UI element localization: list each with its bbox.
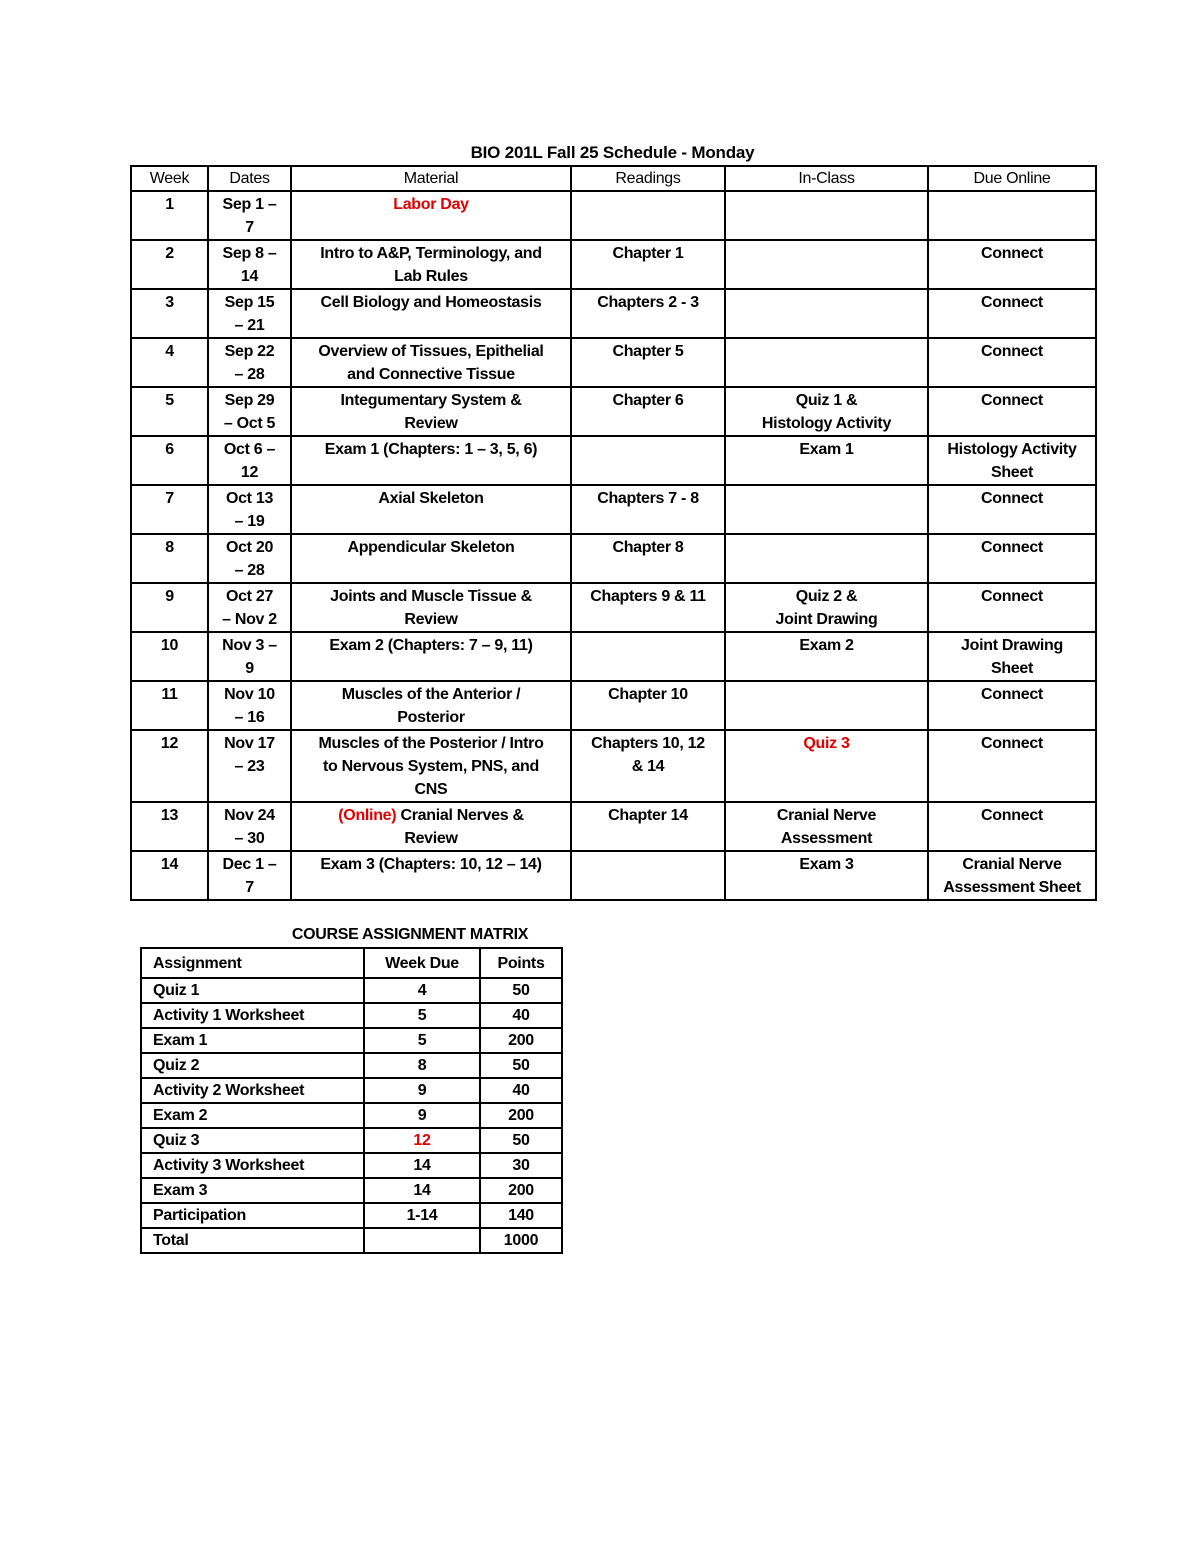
matrix-header-row <box>141 948 562 978</box>
week-cell <box>131 583 208 632</box>
schedule-header-row <box>131 166 1096 191</box>
header-week: Week <box>131 166 208 191</box>
in-class-cell <box>725 802 928 851</box>
dates-cell-line: – 23 <box>234 758 265 775</box>
material-text: Cell Biology and Homeostasis <box>320 294 542 311</box>
week-cell-text: 14 <box>160 856 179 873</box>
material-text: and Connective Tissue <box>347 366 515 383</box>
matrix-row <box>141 978 562 1003</box>
dates-cell-line: Nov 10 <box>224 686 275 703</box>
dates-cell-line: Nov 3 – <box>222 637 277 654</box>
in-class-cell <box>725 851 928 900</box>
points-cell: 140 <box>480 1203 562 1228</box>
material-text: Overview of Tissues, Epithelial <box>318 343 544 360</box>
week-cell-text: 5 <box>165 392 174 409</box>
dates-cell-line: – 28 <box>234 562 265 579</box>
assignment-cell: Quiz 2 <box>141 1053 364 1078</box>
readings-cell <box>571 802 725 851</box>
matrix-row <box>141 1153 562 1178</box>
schedule-row <box>131 802 1096 851</box>
due-online-cell <box>928 851 1096 900</box>
dates-cell <box>208 730 291 802</box>
material-text: Muscles of the Anterior / <box>341 686 521 703</box>
schedule-row <box>131 681 1096 730</box>
dates-cell-line: 7 <box>245 879 254 896</box>
material-line <box>292 487 570 510</box>
week-cell-text: 4 <box>165 343 174 360</box>
week-due-cell <box>364 1228 480 1253</box>
dates-cell <box>208 240 291 289</box>
dates-cell-line: 7 <box>245 219 254 236</box>
week-cell <box>131 436 208 485</box>
material-line <box>292 585 570 608</box>
points-cell: 50 <box>480 978 562 1003</box>
due-online-cell-line: Connect <box>981 686 1043 703</box>
dates-cell <box>208 338 291 387</box>
material-cell <box>291 338 571 387</box>
readings-cell <box>571 681 725 730</box>
material-line <box>292 732 570 755</box>
readings-cell <box>571 191 725 240</box>
material-cell <box>291 485 571 534</box>
dates-cell <box>208 534 291 583</box>
material-line <box>292 389 570 412</box>
week-cell-text: 12 <box>160 735 179 752</box>
header-assignment: Assignment <box>141 948 364 978</box>
readings-cell-line: Chapter 10 <box>608 686 688 703</box>
schedule-row <box>131 387 1096 436</box>
dates-cell-line: Nov 24 <box>224 807 275 824</box>
readings-cell <box>571 289 725 338</box>
schedule-row <box>131 730 1096 802</box>
dates-cell-line: Oct 6 – <box>223 441 276 458</box>
dates-cell-line: – Oct 5 <box>223 415 276 432</box>
material-text: Exam 3 (Chapters: 10, 12 – 14) <box>320 856 542 873</box>
material-text: to Nervous System, PNS, and <box>323 758 539 775</box>
due-online-cell-line: Assessment Sheet <box>943 879 1081 896</box>
material-line <box>292 438 570 461</box>
material-text: CNS <box>414 781 448 798</box>
readings-cell <box>571 851 725 900</box>
readings-cell-line: Chapter 14 <box>608 807 688 824</box>
assignment-cell: Exam 3 <box>141 1178 364 1203</box>
material-cell <box>291 583 571 632</box>
readings-cell-line: Chapter 5 <box>612 343 684 360</box>
dates-cell <box>208 802 291 851</box>
in-class-cell <box>725 730 928 802</box>
in-class-cell-line: Assessment <box>780 830 873 847</box>
due-online-cell <box>928 730 1096 802</box>
points-cell: 50 <box>480 1128 562 1153</box>
week-cell <box>131 632 208 681</box>
in-class-cell-line: Exam 1 <box>799 441 854 458</box>
week-cell-text: 7 <box>165 490 174 507</box>
material-text: Exam 1 (Chapters: 1 – 3, 5, 6) <box>324 441 538 458</box>
dates-cell-line: 9 <box>245 660 254 677</box>
material-line <box>292 340 570 363</box>
assignment-matrix-table <box>140 947 563 1254</box>
points-cell: 200 <box>480 1178 562 1203</box>
readings-cell-line: Chapter 8 <box>612 539 684 556</box>
week-cell <box>131 240 208 289</box>
dates-cell <box>208 387 291 436</box>
week-cell <box>131 730 208 802</box>
material-text: Intro to A&P, Terminology, and <box>320 245 542 262</box>
material-text: Axial Skeleton <box>378 490 484 507</box>
week-cell-text: 13 <box>160 807 179 824</box>
in-class-cell-line: Exam 3 <box>799 856 854 873</box>
schedule-row <box>131 191 1096 240</box>
material-line <box>292 291 570 314</box>
week-due-cell: 9 <box>364 1078 480 1103</box>
week-due-cell: 14 <box>364 1178 480 1203</box>
assignment-cell: Exam 2 <box>141 1103 364 1128</box>
schedule-title: BIO 201L Fall 25 Schedule - Monday <box>470 143 755 162</box>
due-online-cell-line: Connect <box>981 343 1043 360</box>
dates-cell-line: 14 <box>240 268 259 285</box>
due-online-cell <box>928 191 1096 240</box>
dates-cell <box>208 681 291 730</box>
dates-cell-line: – 16 <box>234 709 265 726</box>
assignment-cell: Quiz 3 <box>141 1128 364 1153</box>
week-cell <box>131 191 208 240</box>
readings-cell-line: Chapter 6 <box>612 392 684 409</box>
in-class-highlight: Quiz 3 <box>803 735 850 752</box>
dates-cell-line: 12 <box>240 464 259 481</box>
week-cell <box>131 485 208 534</box>
material-text: Review <box>404 415 458 432</box>
assignment-cell: Activity 2 Worksheet <box>141 1078 364 1103</box>
due-online-cell <box>928 485 1096 534</box>
dates-cell-line: – 21 <box>234 317 265 334</box>
material-line <box>292 412 570 435</box>
dates-cell <box>208 289 291 338</box>
dates-cell-line: – 28 <box>234 366 265 383</box>
dates-cell-line: Nov 17 <box>224 735 275 752</box>
due-online-cell <box>928 436 1096 485</box>
due-online-cell <box>928 632 1096 681</box>
material-line <box>292 778 570 801</box>
readings-cell-line: Chapter 1 <box>612 245 684 262</box>
dates-cell <box>208 485 291 534</box>
readings-cell <box>571 730 725 802</box>
dates-cell <box>208 851 291 900</box>
readings-cell-line: Chapters 10, 12 <box>591 735 705 752</box>
dates-cell <box>208 632 291 681</box>
assignment-cell: Exam 1 <box>141 1028 364 1053</box>
material-text: Joints and Muscle Tissue & <box>330 588 532 605</box>
due-online-cell-line: Cranial Nerve <box>962 856 1062 873</box>
due-online-cell-line: Sheet <box>990 464 1034 481</box>
week-due-cell: 9 <box>364 1103 480 1128</box>
points-cell: 200 <box>480 1028 562 1053</box>
dates-cell-line: Oct 13 <box>225 490 274 507</box>
in-class-cell <box>725 681 928 730</box>
due-online-cell-line: Connect <box>981 490 1043 507</box>
in-class-cell <box>725 632 928 681</box>
schedule-row <box>131 632 1096 681</box>
material-cell <box>291 387 571 436</box>
week-cell <box>131 534 208 583</box>
material-cell <box>291 436 571 485</box>
week-cell-text: 9 <box>165 588 174 605</box>
header-dates: Dates <box>208 166 291 191</box>
in-class-cell <box>725 191 928 240</box>
schedule-row <box>131 338 1096 387</box>
material-cell <box>291 851 571 900</box>
schedule-row <box>131 583 1096 632</box>
due-online-cell-line: Sheet <box>990 660 1034 677</box>
due-online-cell <box>928 338 1096 387</box>
week-cell <box>131 851 208 900</box>
material-line <box>292 634 570 657</box>
material-text: Integumentary System & <box>340 392 522 409</box>
dates-cell-line: Dec 1 – <box>222 856 277 873</box>
points-cell: 40 <box>480 1078 562 1103</box>
due-online-cell-line: Connect <box>981 392 1043 409</box>
dates-cell-line: Sep 1 – <box>222 196 277 213</box>
week-due-cell: 8 <box>364 1053 480 1078</box>
readings-cell-line: Chapters 2 - 3 <box>597 294 699 311</box>
material-cell <box>291 289 571 338</box>
points-cell: 50 <box>480 1053 562 1078</box>
readings-cell <box>571 583 725 632</box>
schedule-row <box>131 851 1096 900</box>
in-class-cell <box>725 240 928 289</box>
readings-cell <box>571 632 725 681</box>
schedule-row <box>131 534 1096 583</box>
material-text: Review <box>404 830 458 847</box>
readings-cell <box>571 387 725 436</box>
schedule-row <box>131 289 1096 338</box>
online-tag: (Online) <box>338 807 397 824</box>
dates-cell <box>208 436 291 485</box>
material-text: Review <box>404 611 458 628</box>
in-class-cell <box>725 289 928 338</box>
in-class-cell <box>725 485 928 534</box>
due-online-cell-line: Connect <box>981 245 1043 262</box>
material-cell <box>291 534 571 583</box>
week-cell-text: 11 <box>161 686 178 703</box>
due-online-cell <box>928 534 1096 583</box>
due-online-cell-line: Histology Activity <box>947 441 1077 458</box>
week-cell <box>131 289 208 338</box>
assignment-cell: Quiz 1 <box>141 978 364 1003</box>
readings-cell-line: Chapters 9 & 11 <box>590 588 706 605</box>
week-cell-text: 3 <box>165 294 174 311</box>
material-cell <box>291 730 571 802</box>
dates-cell-line: Sep 8 – <box>222 245 277 262</box>
material-line <box>292 683 570 706</box>
week-due-cell: 12 <box>364 1128 480 1153</box>
material-cell <box>291 632 571 681</box>
matrix-row <box>141 1128 562 1153</box>
in-class-cell <box>725 338 928 387</box>
in-class-cell <box>725 583 928 632</box>
week-cell <box>131 681 208 730</box>
due-online-cell-line: Connect <box>981 294 1043 311</box>
assignment-cell: Participation <box>141 1203 364 1228</box>
in-class-cell-line: Quiz 2 & <box>795 588 858 605</box>
header-due-online: Due Online <box>928 166 1096 191</box>
week-cell <box>131 387 208 436</box>
material-text: Cranial Nerves & <box>396 807 524 824</box>
week-cell-text: 6 <box>165 441 174 458</box>
matrix-row <box>141 1028 562 1053</box>
matrix-row <box>141 1203 562 1228</box>
week-cell-text: 1 <box>165 196 174 213</box>
readings-cell <box>571 534 725 583</box>
dates-cell-line: – Nov 2 <box>222 611 277 628</box>
in-class-cell-line: Joint Drawing <box>775 611 878 628</box>
assignment-cell: Activity 1 Worksheet <box>141 1003 364 1028</box>
in-class-cell <box>725 436 928 485</box>
week-due-cell: 1-14 <box>364 1203 480 1228</box>
dates-cell-line: Sep 22 <box>224 343 275 360</box>
readings-cell <box>571 240 725 289</box>
in-class-cell-line: Histology Activity <box>761 415 892 432</box>
material-cell <box>291 802 571 851</box>
dates-cell <box>208 583 291 632</box>
matrix-row <box>141 1053 562 1078</box>
matrix-row <box>141 1003 562 1028</box>
week-due-cell: 5 <box>364 1003 480 1028</box>
material-text: Posterior <box>397 709 465 726</box>
matrix-row <box>141 1078 562 1103</box>
dates-cell-line: Sep 29 <box>224 392 275 409</box>
in-class-cell-line: Quiz 1 & <box>795 392 858 409</box>
header-points: Points <box>480 948 562 978</box>
material-line <box>292 242 570 265</box>
points-cell: 1000 <box>480 1228 562 1253</box>
matrix-row <box>141 1178 562 1203</box>
due-online-cell-line: Joint Drawing <box>961 637 1063 654</box>
points-cell: 200 <box>480 1103 562 1128</box>
matrix-title: COURSE ASSIGNMENT MATRIX <box>291 926 529 943</box>
due-online-cell <box>928 387 1096 436</box>
header-material: Material <box>291 166 571 191</box>
material-cell <box>291 240 571 289</box>
due-online-cell <box>928 240 1096 289</box>
dates-cell-line: Oct 27 <box>225 588 274 605</box>
material-line <box>292 536 570 559</box>
week-cell <box>131 802 208 851</box>
assignment-cell: Total <box>141 1228 364 1253</box>
matrix-row <box>141 1228 562 1253</box>
due-online-cell <box>928 681 1096 730</box>
material-line <box>292 755 570 778</box>
dates-cell-line: Sep 15 <box>224 294 275 311</box>
material-line <box>292 804 570 827</box>
week-cell-text: 10 <box>160 637 179 654</box>
dates-cell-line: – 30 <box>234 830 265 847</box>
readings-cell-line: & 14 <box>631 758 665 775</box>
schedule-row <box>131 436 1096 485</box>
due-online-cell <box>928 583 1096 632</box>
readings-cell <box>571 485 725 534</box>
header-readings: Readings <box>571 166 725 191</box>
material-text: Muscles of the Posterior / Intro <box>318 735 544 752</box>
material-cell <box>291 191 571 240</box>
week-due-cell: 4 <box>364 978 480 1003</box>
material-cell <box>291 681 571 730</box>
assignment-cell: Activity 3 Worksheet <box>141 1153 364 1178</box>
due-online-cell-line: Connect <box>981 735 1043 752</box>
dates-cell-line: Oct 20 <box>225 539 274 556</box>
dates-cell <box>208 191 291 240</box>
readings-cell <box>571 338 725 387</box>
points-cell: 40 <box>480 1003 562 1028</box>
material-text: Exam 2 (Chapters: 7 – 9, 11) <box>329 637 533 654</box>
header-in-class: In-Class <box>725 166 928 191</box>
schedule-row <box>131 240 1096 289</box>
points-cell: 30 <box>480 1153 562 1178</box>
material-line <box>292 706 570 729</box>
in-class-cell <box>725 534 928 583</box>
material-line <box>292 265 570 288</box>
due-online-cell-line: Connect <box>981 588 1043 605</box>
material-line <box>292 853 570 876</box>
schedule-row <box>131 485 1096 534</box>
due-online-cell <box>928 802 1096 851</box>
readings-cell <box>571 436 725 485</box>
material-text: Lab Rules <box>394 268 468 285</box>
material-line <box>292 827 570 850</box>
due-online-cell-line: Connect <box>981 807 1043 824</box>
week-cell-text: 8 <box>165 539 174 556</box>
header-week-due: Week Due <box>364 948 480 978</box>
week-cell-text: 2 <box>165 245 174 262</box>
readings-cell-line: Chapters 7 - 8 <box>597 490 699 507</box>
due-online-cell <box>928 289 1096 338</box>
week-cell <box>131 338 208 387</box>
in-class-cell-line: Exam 2 <box>799 637 854 654</box>
dates-cell-line: – 19 <box>234 513 265 530</box>
schedule-table <box>130 165 1097 901</box>
matrix-title-wrap <box>140 925 1200 945</box>
week-due-cell: 14 <box>364 1153 480 1178</box>
material-line <box>292 608 570 631</box>
material-highlight: Labor Day <box>393 196 469 213</box>
in-class-cell <box>725 387 928 436</box>
material-line <box>292 363 570 386</box>
week-due-cell: 5 <box>364 1028 480 1053</box>
in-class-cell-line: Cranial Nerve <box>776 807 877 824</box>
matrix-row <box>141 1103 562 1128</box>
material-text: Appendicular Skeleton <box>347 539 515 556</box>
due-online-cell-line: Connect <box>981 539 1043 556</box>
